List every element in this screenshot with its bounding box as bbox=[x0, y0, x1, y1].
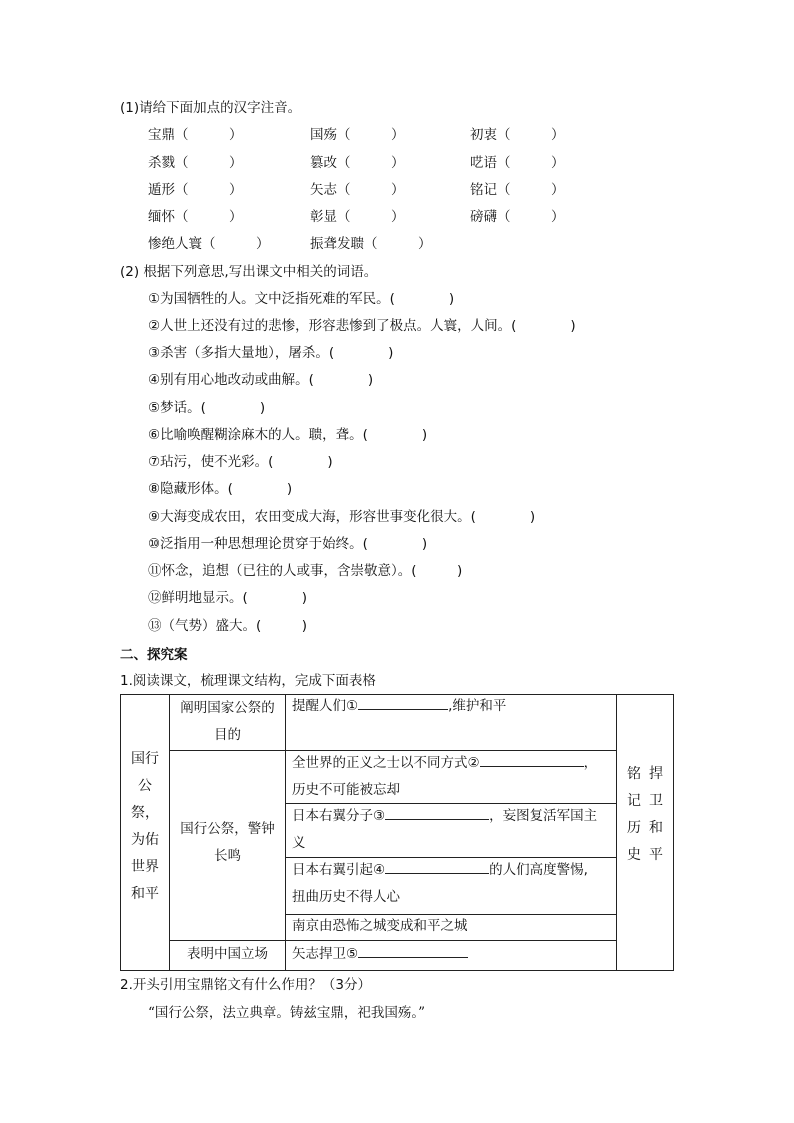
mid-label-1: 阐明国家公祭的 目的 bbox=[180, 700, 275, 743]
definition-item[interactable]: ⑤梦话。( ) bbox=[148, 400, 266, 416]
definition-item[interactable]: ⑨大海变成农田，农田变成大海，形容世事变化很大。( ) bbox=[148, 509, 536, 525]
right-label-col1: 铭 记 历 史 bbox=[627, 766, 641, 863]
answer-blank-4[interactable] bbox=[385, 859, 489, 874]
definition-item[interactable]: ⑪怀念，追想（已往的人或事，含崇敬意）。( ) bbox=[148, 563, 463, 579]
mid-label-2: 国行公祭，警钟 长鸣 bbox=[180, 821, 275, 864]
definition-item[interactable]: ③杀害（多指大量地），屠杀。( ) bbox=[148, 345, 394, 361]
answer-blank-2[interactable] bbox=[480, 752, 584, 767]
row-2-text: 全世界的正义之士以不同方式② ， 历史不可能被忘却 bbox=[292, 750, 597, 804]
pinyin-item[interactable]: 磅礴（ ） bbox=[470, 209, 565, 225]
inscription-quote: “国行公祭，法立典章。铸兹宝鼎，祀我国殇。” bbox=[148, 1005, 426, 1021]
pinyin-item[interactable]: 篡改（ ） bbox=[310, 155, 405, 171]
pinyin-item[interactable]: 遁形（ ） bbox=[148, 182, 243, 198]
definition-item[interactable]: ⑦玷污，使不光彩。( ) bbox=[148, 454, 333, 470]
definition-item[interactable]: ①为国牺牲的人。文中泛指死难的军民。( ) bbox=[148, 291, 455, 307]
pinyin-item[interactable]: 矢志（ ） bbox=[310, 182, 405, 198]
pinyin-item[interactable]: 铭记（ ） bbox=[470, 182, 565, 198]
pinyin-item[interactable]: 初衷（ ） bbox=[470, 127, 565, 143]
row-1-text: 提醒人们① ,维护和平 bbox=[292, 693, 506, 720]
row-6-text: 矢志捍卫⑤ bbox=[292, 941, 468, 968]
definition-item[interactable]: ⑥比喻唤醒糊涂麻木的人。聩，聋。( ) bbox=[148, 427, 428, 443]
answer-blank-5[interactable] bbox=[358, 943, 468, 958]
pinyin-item[interactable]: 呓语（ ） bbox=[470, 155, 565, 171]
pinyin-item[interactable]: 缅怀（ ） bbox=[148, 209, 243, 225]
pinyin-item[interactable]: 杀戮（ ） bbox=[148, 155, 243, 171]
mid-label-3: 表明中国立场 bbox=[187, 946, 268, 962]
definition-item[interactable]: ⑧隐藏形体。( ) bbox=[148, 481, 293, 497]
pinyin-item[interactable]: 惨绝人寰（ ） bbox=[148, 236, 270, 252]
definition-item[interactable]: ⑬（气势）盛大。( ) bbox=[148, 618, 308, 634]
question-2: 2.开头引用宝鼎铭文有什么作用？（3分） bbox=[120, 977, 371, 993]
row-3-text: 日本右翼分子③ ，妄图复活军国主 义 bbox=[292, 803, 597, 857]
row-5-text: 南京由恐怖之城变成和平之城 bbox=[292, 918, 468, 934]
row-4-text: 日本右翼引起④ 的人们高度警惕, 扭曲历史不得人心 bbox=[292, 857, 588, 911]
question-1: 1.阅读课文，梳理课文结构，完成下面表格 bbox=[120, 673, 376, 689]
part2-heading: (2) 根据下列意思,写出课文中相关的词语。 bbox=[120, 264, 378, 280]
definition-item[interactable]: ④别有用心地改动或曲解。( ) bbox=[148, 372, 374, 388]
pinyin-item[interactable]: 彰显（ ） bbox=[310, 209, 405, 225]
answer-blank-3[interactable] bbox=[385, 805, 489, 820]
right-label-col2: 捍 卫 和 平 bbox=[649, 766, 663, 863]
definition-item[interactable]: ⑩泛指用一种思想理论贯穿于始终。( ) bbox=[148, 536, 428, 552]
section-title: 二、探究案 bbox=[120, 647, 188, 663]
pinyin-item[interactable]: 宝鼎（ ） bbox=[148, 127, 243, 143]
pinyin-item[interactable]: 振聋发聩（ ） bbox=[310, 236, 432, 252]
part1-heading: (1)请给下面加点的汉字注音。 bbox=[120, 100, 302, 116]
pinyin-item[interactable]: 国殇（ ） bbox=[310, 127, 405, 143]
definition-item[interactable]: ⑫鲜明地显示。( ) bbox=[148, 590, 308, 606]
answer-blank-1[interactable] bbox=[358, 695, 448, 710]
left-label: 国行 公 祭， 为佑 世界 和平 bbox=[131, 751, 159, 902]
definition-item[interactable]: ②人世上还没有过的悲惨，形容悲惨到了极点。人寰，人间。( ) bbox=[148, 318, 576, 334]
